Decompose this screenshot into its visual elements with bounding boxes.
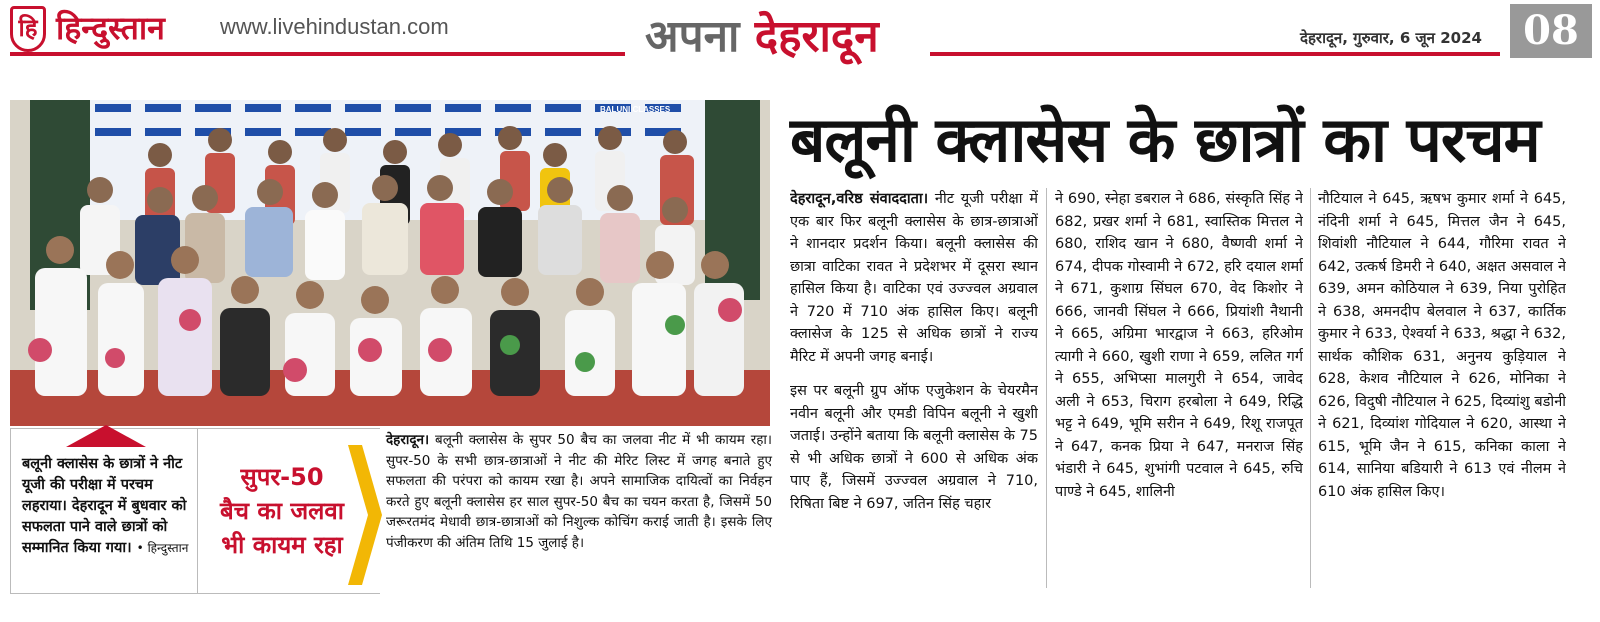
photo-caption — [22, 454, 192, 559]
super50-story-dateline: देहरादून। — [386, 432, 430, 448]
article-column-1 — [790, 188, 1038, 588]
caption-pointer-icon — [66, 425, 146, 447]
article-column-2: ने 690, स्नेहा डबराल ने 686, संस्कृति सिंह ने 682, प्रखर शर्मा ने 681, स्वास्तिक मित्तल ने 680, राशिद खान ने 680, वैष्णवी शर्मा ने 674, दीपक गोस्वामी ने 672, हरि दयाल शर्मा ने 671, कुशाग्र सिंघल 670, वेद किशोर ने 666, जानवी सिंघल ने 666, प्रियांशी नैथानी ने 665, अग्रिमा भारद्वाज ने 663, हरिओम त्यागी ने 660, खुशी राणा ने 659, ललित गर्ग ने 655, अभिप्सा मालगुरी ने 654, जावेद अली ने 653, चिराग हरबोला ने 649, रिद्धि भट्ट ने 649, भूमि सरीन ने 649, रिशू राजपूत ने 647, कनक प्रिया ने 647, मनराज सिंह भंडारी ने 645, शुभांगी पटवाल ने 645, रुचि पाण्डे ने 645, शालिनी — [1055, 191, 1303, 500]
banner-text: BALUNI CLASSES — [600, 105, 671, 114]
section-title-part2: देहरादून — [754, 11, 879, 62]
section-title-part1: अपना — [645, 11, 740, 62]
masthead — [0, 0, 1600, 64]
section-title — [645, 4, 879, 64]
article-paragraph — [790, 188, 1038, 368]
article-paragraph-2: इस पर बलूनी ग्रुप ऑफ एजुकेशन के चेयरमैन नवीन बलूनी और एमडी विपिन बलूनी ने खुशी जताई। उन्होंने बताया कि बलूनी क्लासेस के 75 से भी अधिक छात्रों ने 600 से अधिक अंक पाए हैं, जिसमें उज्ज्वल अग्रवाल ने 710, रिषिता बिष्ट ने 697, जतिन सिंह चहार — [790, 383, 1038, 512]
super50-story-body: बलूनी क्लासेस के सुपर 50 बैच का जलवा नीट में भी कायम रहा। सुपर-50 के सभी छात्र-छात्राओं ने नीट की मेरिट लिस्ट में जगह बनाते हुए सफलता की परंपरा को कायम रखा है। अपने सामाजिक दायित्वों का निर्वहन करते हुए बलूनी क्लासेस हर साल सुपर-50 बैच का चयन करता है, जिसमें 50 जरूरतमंद मेधावी छात्र-छात्राओं को निशुल्क कोचिंग कराई जाती है। इसके लिए पंजीकरण की अंतिम तिथि 15 जुलाई है। — [386, 432, 772, 551]
super50-line1: सुपर-50 — [240, 463, 324, 491]
main-headline: बलूनी क्लासेस के छात्रों का परचम — [790, 103, 1540, 176]
article-lead-text: नीट यूजी परीक्षा में एक बार फिर बलूनी क्लासेस के छात्र-छात्राओं ने शानदार प्रदर्शन किया। बलूनी क्लासेस की छात्रा वाटिका रावत ने प्रदेशभर में दूसरा स्थान हासिल किया है। वाटिका एवं उज्ज्वल अग्रवाल ने 720 में 710 अंक हासिल किए। बलूनी क्लासेज के 125 से अधिक छात्रों ने राज्य मैरिट में अपनी जगह बनाई। — [790, 191, 1038, 365]
chevron-right-icon — [344, 445, 384, 585]
caption-body: बलूनी क्लासेस के छात्रों ने नीट यूजी की परीक्षा में परचम लहराया। देहरादून में बुधवार को सफलता पाने वाले छात्रों को सम्मानित किया गया। — [22, 456, 187, 556]
page-number: 08 — [1510, 4, 1592, 58]
super50-story — [386, 430, 772, 553]
group-photo — [10, 100, 770, 426]
article-column-3: नौटियाल ने 645, ऋषभ कुमार शर्मा ने 645, नंदिनी शर्मा ने 645, मित्तल जैन ने 645, शिवांशी नौटियाल ने 644, गौरिमा रावत ने 642, उत्कर्ष डिमरी ने 640, अक्षत असवाल ने 639, अमन कोठियाल ने 639, निया पुरोहित ने 638, अमनदीप बेलवाल ने 637, कार्तिक कुमार ने 633, ऐश्वर्या ने 633, श्रद्धा ने 632, सार्थक कौशिक 631, अनुनय कुड़ियाल ने 628, केशव नौटियाल ने 626, मोनिका ने 626, विदुषी नौटियाल ने 625, दिव्यांशु बडोनी ने 621, दिव्यांश गोदियाल ने 620, आस्था ने 615, भूमि जैन ने 615, कनिका काला ने 614, सानिया बडियारी ने 613 एवं नीलम ने 610 अंक हासिल किए। — [1318, 191, 1566, 500]
super50-line2: बैच का जलवा — [220, 497, 344, 525]
header-rule-right — [930, 52, 1500, 56]
header-rule-left — [10, 52, 625, 56]
website-url[interactable]: www.livehindustan.com — [220, 14, 449, 39]
column-divider — [1310, 188, 1311, 588]
newspaper-name: हिन्दुस्तान — [56, 9, 165, 47]
hindustan-logo-icon: हि — [10, 6, 46, 52]
super50-line3: भी कायम रहा — [221, 531, 343, 559]
caption-credit: • हिन्दुस्तान — [136, 541, 189, 555]
group-photo-illustration — [10, 100, 770, 426]
article-dateline: देहरादून,वरिष्ठ संवाददाता। — [790, 191, 929, 207]
super50-heading — [212, 460, 352, 562]
column-divider — [1046, 188, 1047, 588]
dateline: देहरादून, गुरुवार, 6 जून 2024 — [1300, 29, 1482, 47]
